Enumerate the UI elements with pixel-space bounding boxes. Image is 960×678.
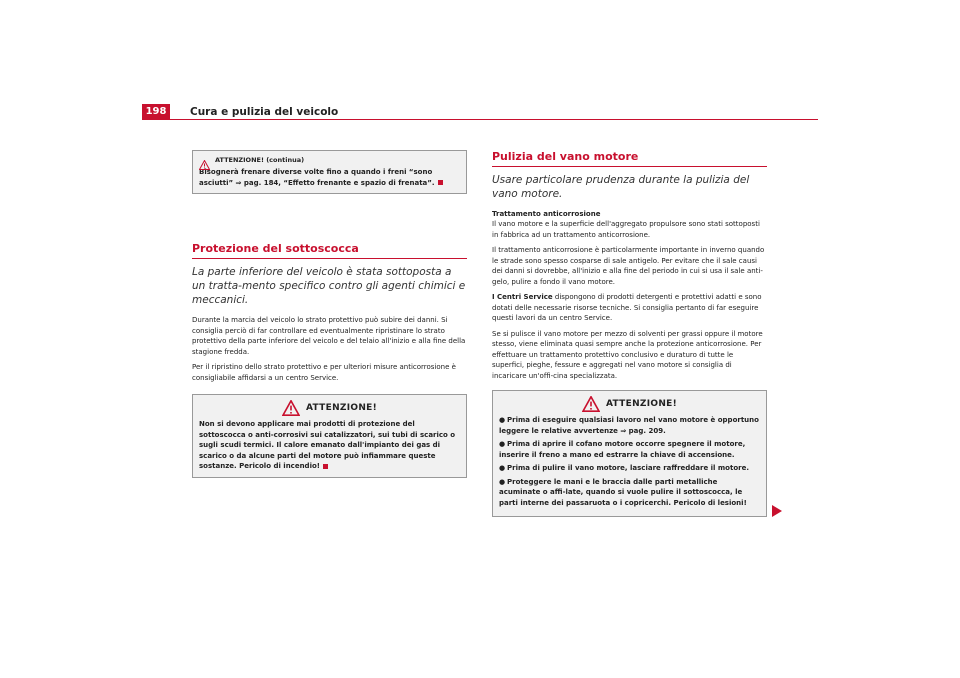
engine-bay-warning-box: [492, 390, 767, 517]
warning-list-item: ● Proteggere le mani e le braccia dalle parti metalliche acuminate o affi-late, quando si vuole pulire il sottoscocca, le parti interne dei passaruota o i copricerchi. Pericolo di lesioni!: [499, 477, 747, 507]
right-column: [492, 150, 767, 517]
continued-warning-text: Bisognerà frenare diverse volte fino a quando i freni “sono asciutti” ⇒ pag. 184, “Effetto frenante e spazio di frenata”.: [199, 168, 435, 187]
warning-title: ATTENZIONE!: [605, 399, 678, 409]
warning-list-item: ● Prima di aprire il cofano motore occorre spegnere il motore, inserire il freno a mano ed estrarre la chiave di accensione.: [499, 440, 746, 459]
warning-triangle-icon: [282, 400, 300, 416]
paragraph: Durante la marcia del veicolo lo strato protettivo può subire dei danni. Si consiglia perciò di far controllare ed eventualmente ripristinare lo strato protettivo della parte inferiore del veicolo e del telaio all'inizio e alla fine della stagione fredda.: [192, 316, 466, 356]
header-rule: [170, 119, 818, 120]
service-centers-bold: I Centri Service: [492, 293, 553, 301]
underbody-warning-box: [192, 394, 467, 478]
paragraph-service-centers: [492, 292, 767, 324]
chapter-title: Cura e pulizia del veicolo: [190, 106, 339, 118]
continued-warning-label: ATTENZIONE! (continua): [215, 156, 305, 164]
next-page-arrow-icon[interactable]: [772, 502, 782, 521]
warning-list-item: ● Prima di pulire il vano motore, lasciare raffreddare il motore.: [499, 464, 749, 472]
warning-title: ATTENZIONE!: [305, 403, 378, 413]
paragraph: Il vano motore e la superficie dell'aggregato propulsore sono stati sottoposti in fabbrica ad un trattamento anticorrosione.: [492, 220, 760, 239]
end-square-icon: [438, 180, 443, 185]
paragraph: Il trattamento anticorrosione è particolarmente importante in inverno quando le strade sono spesso cosparse di sale antigelo. Per evitare che il sale causi dei danni si dovrebbe, all'inizio e alla fine del periodo in cui si usa il sale anti-gelo, pulire a fondo il vano motore.: [492, 246, 765, 286]
section-title-engine-bay: Pulizia del vano motore: [492, 150, 767, 167]
page-header: [142, 104, 818, 120]
subheading-anticorrosion: Trattamento anticorrosione: [492, 210, 601, 218]
warning-triangle-icon: [582, 396, 600, 412]
page-number: 198: [142, 104, 170, 120]
left-column: [192, 150, 467, 478]
warning-triangle-icon: [199, 155, 210, 174]
warning-text: Non si devono applicare mai prodotti di protezione del sottoscocca o anti-corrosivi sui catalizzatori, sui tubi di scarico o sugli scudi termici. Il calore emanato dall'impianto dei gas di scarico o da alcune parti del motore può infiammare queste sostanze. Pericolo di incendio!: [199, 420, 456, 470]
section-intro-engine-bay: Usare particolare prudenza durante la pulizia del vano motore.: [492, 174, 750, 200]
paragraph: Se si pulisce il vano motore per mezzo di solventi per grassi oppure il motore stesso, viene eliminata quasi sempre anche la protezione anticorrosione. Per effettuare un trattamento protettivo conclusivo e duraturo di tutte le superfici, pieghe, fessure e aggregati nel vano motore si consiglia di incaricare un'offi-cina specializzata.: [492, 329, 763, 380]
paragraph: Per il ripristino dello strato protettivo e per ulteriori misure anticorrosione è consigliabile affidarsi a un centro Service.: [192, 363, 456, 382]
end-square-icon: [323, 464, 328, 469]
section-intro-underbody: La parte inferiore del veicolo è stata sottoposta a un tratta-mento specifico contro gli agenti chimici e meccanici.: [192, 266, 466, 306]
section-title-underbody: Protezione del sottoscocca: [192, 242, 467, 259]
warning-list-item: ● Prima di eseguire qualsiasi lavoro nel vano motore è opportuno leggere le relative avvertenze ⇒ pag. 209.: [499, 416, 759, 435]
service-centers-text: dispongono di prodotti detergenti e protettivi adatti e sono dotati delle necessarie risorse tecniche. Si consiglia pertanto di far eseguire questi lavori da un centro Service.: [492, 293, 762, 322]
continued-warning-box: [192, 150, 467, 194]
